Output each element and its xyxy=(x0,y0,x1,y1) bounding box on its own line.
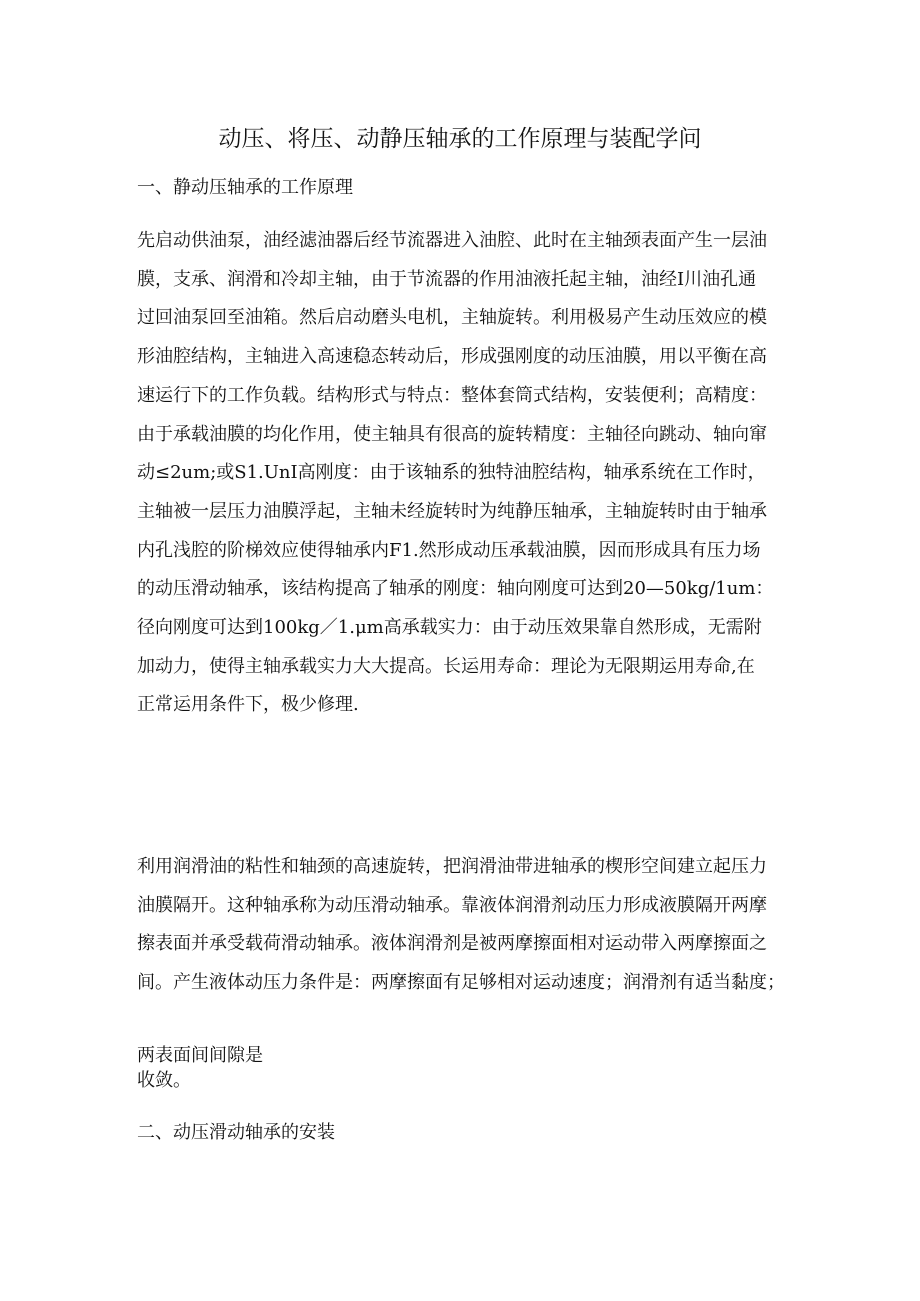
paragraph-line: 油膜隔开。这种轴承称为动压滑动轴承。靠液体润滑剂动压力形成液膜隔开两摩 xyxy=(137,894,767,916)
paragraph-line: 动≤2um;或S1.UnI高刚度：由于该轴系的独特油腔结构，轴承系统在工作时， xyxy=(137,462,766,484)
section-heading-1: 一、静动压轴承的工作原理 xyxy=(137,177,353,198)
paragraph-line: 擦表面并承受载荷滑动轴承。液体润滑剂是被两摩擦面相对运动带入两摩擦面之 xyxy=(137,933,767,955)
paragraph-line: 形油腔结构，主轴进入高速稳态转动后，形成强刚度的动压油膜，用以平衡在高 xyxy=(137,346,767,368)
section-heading-2: 二、动压滑动轴承的安装 xyxy=(137,1122,335,1143)
paragraph-line: 由于承载油膜的均化作用，使主轴具有很高的旋转精度：主轴径向跳动、轴向窜 xyxy=(137,423,767,445)
paragraph-tail-line: 两表面间间隙是 xyxy=(137,1045,263,1066)
paragraph-2 xyxy=(137,848,787,1003)
paragraph-line: 加动力，使得主轴承载实力大大提高。长运用寿命：理论为无限期运用寿命,在 xyxy=(137,655,755,677)
paragraph-line: 先启动供油泵，油经滤油器后经节流器进入油腔、此时在主轴颈表面产生一层油 xyxy=(137,230,767,251)
paragraph-line: 径向刚度可达到100kg／1.μm高承载实力：由于动压效果靠自然形成，无需附 xyxy=(137,617,762,639)
document-title: 动压、将压、动静压轴承的工作原理与装配学问 xyxy=(218,126,702,152)
paragraph-1 xyxy=(137,222,787,725)
paragraph-tail-line: 收敛。 xyxy=(137,1070,191,1091)
paragraph-line: 间。产生液体动压力条件是：两摩擦面有足够相对运动速度；润滑剂有适当黏度； xyxy=(137,972,785,994)
paragraph-line: 内孔浅腔的阶梯效应使得轴承内F1.然形成动压承载油膜，因而形成具有压力场 xyxy=(137,539,761,561)
paragraph-line: 主轴被一层压力油膜浮起，主轴未经旋转时为纯静压轴承，主轴旋转时由于轴承 xyxy=(137,500,767,522)
paragraph-line: 膜，支承、润滑和冷却主轴，由于节流器的作用油液托起主轴，油经I川油孔通 xyxy=(137,268,757,290)
paragraph-line: 过回油泵回至油箱。然后启动磨头电机，主轴旋转。利用极易产生动压效应的模 xyxy=(137,307,767,329)
paragraph-line: 利用润滑油的粘性和轴颈的高速旋转，把润滑油带进轴承的楔形空间建立起压力 xyxy=(137,856,767,877)
paragraph-line: 的动压滑动轴承，该结构提高了轴承的刚度：轴向刚度可达到20—50kg/1um： xyxy=(137,578,774,600)
paragraph-line: 正常运用条件下，极少修理. xyxy=(137,694,359,716)
paragraph-line: 速运行下的工作负载。结构形式与特点：整体套筒式结构，安装便利；高精度： xyxy=(137,384,767,406)
